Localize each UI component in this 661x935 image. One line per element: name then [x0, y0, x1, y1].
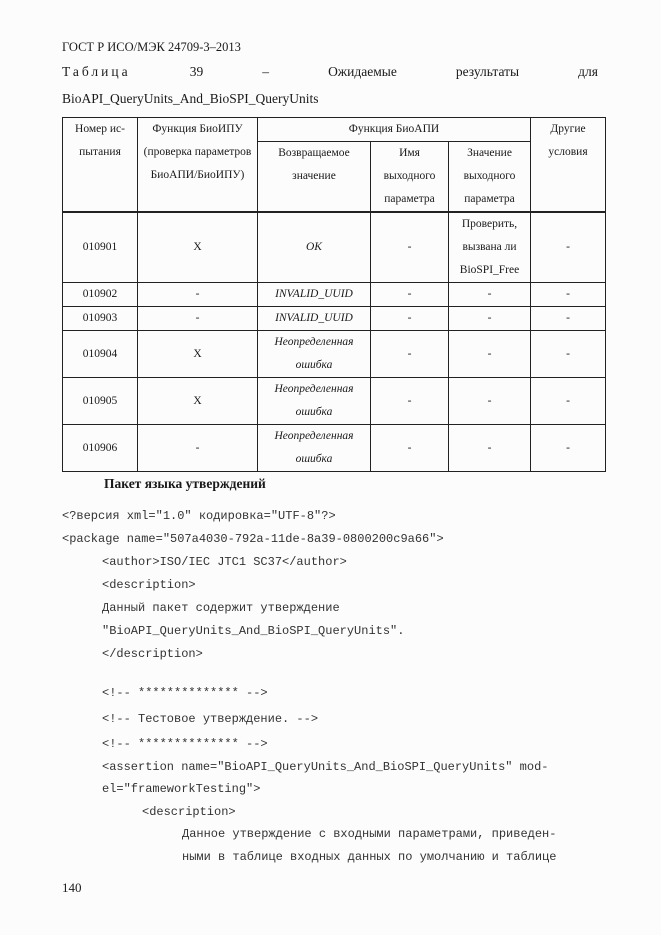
cell-bioipu: - [138, 283, 258, 307]
cell-return-value: INVALID_UUID [258, 307, 371, 331]
code-line: <package name="507a4030-792a-11de-8a39-0800200c9a66"> [62, 532, 444, 546]
header-output-param-name: Имя выходного параметра [371, 142, 449, 213]
cell-bioipu: X [138, 212, 258, 283]
code-line: el="frameworkTesting"> [102, 782, 261, 796]
caption-word-for: для [578, 64, 598, 79]
cell-bioipu: X [138, 331, 258, 378]
cell-return-value: Неопределенная ошибка [258, 378, 371, 425]
code-line: </description> [102, 647, 203, 661]
cell-param-name: - [371, 307, 449, 331]
header-return-value: Возвращаемое значение [258, 142, 371, 213]
code-line: <assertion name="BioAPI_QueryUnits_And_BioSPI_QueryUnits" mod- [102, 760, 549, 774]
table-row [63, 331, 606, 378]
caption-word-expected: Ожидаемые [328, 64, 397, 79]
cell-test-number: 010903 [63, 307, 138, 331]
cell-other: - [531, 307, 606, 331]
cell-param-value: - [449, 283, 531, 307]
cell-other: - [531, 212, 606, 283]
header-bioapi-function: Функция БиоАПИ [258, 118, 531, 142]
cell-test-number: 010905 [63, 378, 138, 425]
caption-word-table: Таблица [62, 64, 131, 79]
cell-return-value: OK [258, 212, 371, 283]
caption-dash: – [262, 64, 269, 79]
cell-other: - [531, 425, 606, 472]
caption-word-results: результаты [455, 64, 520, 79]
cell-test-number: 010906 [63, 425, 138, 472]
code-line: Данное утверждение с входными параметрами, приведен- [182, 827, 557, 841]
code-line: "BioAPI_QueryUnits_And_BioSPI_QueryUnits". [102, 624, 405, 638]
code-line: <!-- ************** --> [102, 737, 268, 751]
cell-bioipu: - [138, 307, 258, 331]
cell-param-name: - [371, 212, 449, 283]
page-number: 140 [62, 880, 82, 895]
cell-param-value: - [449, 307, 531, 331]
cell-return-value: INVALID_UUID [258, 283, 371, 307]
header-bioipu-function: Функция БиоИПУ (проверка параметров БиоАПИ/БиоИПУ) [138, 118, 258, 213]
table-row [63, 307, 606, 331]
table-row [63, 212, 606, 283]
cell-param-name: - [371, 283, 449, 307]
table-row [63, 378, 606, 425]
cell-param-value: - [449, 378, 531, 425]
cell-test-number: 010902 [63, 283, 138, 307]
code-line: <!-- Тестовое утверждение. --> [102, 712, 319, 726]
caption-number: 39 [189, 64, 204, 79]
table-row [63, 283, 606, 307]
cell-test-number: 010901 [63, 212, 138, 283]
cell-return-value: Неопределенная ошибка [258, 331, 371, 378]
cell-param-name: - [371, 378, 449, 425]
code-line: <description> [102, 578, 196, 592]
cell-other: - [531, 378, 606, 425]
section-title: Пакет языка утверждений [104, 476, 266, 491]
document-header: ГОСТ Р ИСО/МЭК 24709-3–2013 [62, 40, 241, 54]
table-row [63, 425, 606, 472]
code-line: Данный пакет содержит утверждение [102, 601, 340, 615]
cell-other: - [531, 283, 606, 307]
cell-param-name: - [371, 425, 449, 472]
header-output-param-value: Значение выходного параметра [449, 142, 531, 213]
cell-test-number: 010904 [63, 331, 138, 378]
cell-param-value: Проверить, вызвана ли BioSPI_Free [449, 212, 531, 283]
cell-other: - [531, 331, 606, 378]
cell-param-name: - [371, 331, 449, 378]
table-caption-line1 [62, 64, 598, 80]
header-test-number: Номер ис-пытания [63, 118, 138, 213]
code-line: ными в таблице входных данных по умолчанию и таблице [182, 850, 557, 864]
results-table [62, 117, 606, 472]
code-line: <description> [142, 805, 236, 819]
cell-param-value: - [449, 331, 531, 378]
cell-return-value: Неопределенная ошибка [258, 425, 371, 472]
header-other-conditions: Другие условия [531, 118, 606, 213]
cell-param-value: - [449, 425, 531, 472]
code-line: <!-- ************** --> [102, 686, 268, 700]
code-line: <?версия xml="1.0" кодировка="UTF-8"?> [62, 509, 336, 523]
cell-bioipu: - [138, 425, 258, 472]
code-line: <author>ISO/IEC JTC1 SC37</author> [102, 555, 347, 569]
table-caption-name: BioAPI_QueryUnits_And_BioSPI_QueryUnits [62, 91, 319, 106]
cell-bioipu: X [138, 378, 258, 425]
